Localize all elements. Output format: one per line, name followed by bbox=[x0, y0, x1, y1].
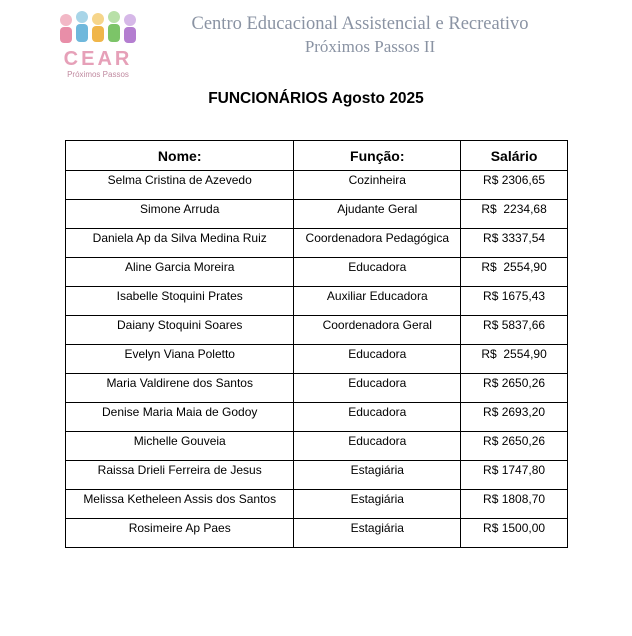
page-title: FUNCIONÁRIOS Agosto 2025 bbox=[208, 90, 424, 107]
table-row bbox=[66, 403, 568, 432]
employee-name: Aline Garcia Moreira bbox=[66, 258, 294, 287]
employee-role: Coordenadora Pedagógica bbox=[294, 229, 461, 258]
table-row bbox=[66, 519, 568, 548]
table-row bbox=[66, 258, 568, 287]
cear-logo bbox=[52, 8, 144, 80]
table-row bbox=[66, 171, 568, 200]
employee-salary: R$ 2650,26 bbox=[461, 374, 568, 403]
employee-role: Educadora bbox=[294, 374, 461, 403]
employee-role: Estagiária bbox=[294, 490, 461, 519]
employee-name: Evelyn Viana Poletto bbox=[66, 345, 294, 374]
employee-name: Daiany Stoquini Soares bbox=[66, 316, 294, 345]
table-row bbox=[66, 490, 568, 519]
employee-salary: R$ 5837,66 bbox=[461, 316, 568, 345]
header-role: Função: bbox=[294, 141, 461, 171]
employee-name: Raissa Drieli Ferreira de Jesus bbox=[66, 461, 294, 490]
employees-table bbox=[65, 140, 568, 548]
org-name: Centro Educacional Assistencial e Recreativo bbox=[191, 14, 529, 34]
employee-name: Denise Maria Maia de Godoy bbox=[66, 403, 294, 432]
employee-name: Michelle Gouveia bbox=[66, 432, 294, 461]
employee-name: Isabelle Stoquini Prates bbox=[66, 287, 294, 316]
employee-salary: R$ 1675,43 bbox=[461, 287, 568, 316]
employee-salary: R$ 2306,65 bbox=[461, 171, 568, 200]
table-row bbox=[66, 345, 568, 374]
employee-role: Educadora bbox=[294, 258, 461, 287]
table-row bbox=[66, 432, 568, 461]
employee-role: Estagiária bbox=[294, 461, 461, 490]
employee-role: Educadora bbox=[294, 345, 461, 374]
employee-name: Maria Valdirene dos Santos bbox=[66, 374, 294, 403]
svg-text:CEAR: CEAR bbox=[63, 48, 133, 70]
table-row bbox=[66, 287, 568, 316]
employee-salary: R$ 3337,54 bbox=[461, 229, 568, 258]
employee-name: Melissa Ketheleen Assis dos Santos bbox=[66, 490, 294, 519]
employee-salary: R$ 2234,68 bbox=[461, 200, 568, 229]
header-name: Nome: bbox=[66, 141, 294, 171]
employee-role: Coordenadora Geral bbox=[294, 316, 461, 345]
employee-salary: R$ 2554,90 bbox=[461, 345, 568, 374]
table-row bbox=[66, 374, 568, 403]
org-subname: Próximos Passos II bbox=[304, 37, 436, 56]
employee-role: Educadora bbox=[294, 403, 461, 432]
employee-salary: R$ 1500,00 bbox=[461, 519, 568, 548]
employee-role: Auxiliar Educadora bbox=[294, 287, 461, 316]
table-row bbox=[66, 461, 568, 490]
employee-salary: R$ 2554,90 bbox=[461, 258, 568, 287]
table-row bbox=[66, 316, 568, 345]
employee-salary: R$ 1747,80 bbox=[461, 461, 568, 490]
table-row bbox=[66, 200, 568, 229]
table-header-row bbox=[66, 141, 568, 171]
header-salary: Salário bbox=[461, 141, 568, 171]
employee-name: Selma Cristina de Azevedo bbox=[66, 171, 294, 200]
employee-name: Simone Arruda bbox=[66, 200, 294, 229]
employee-role: Estagiária bbox=[294, 519, 461, 548]
svg-text:Próximos Passos: Próximos Passos bbox=[67, 70, 129, 79]
employee-role: Ajudante Geral bbox=[294, 200, 461, 229]
employee-role: Educadora bbox=[294, 432, 461, 461]
employee-salary: R$ 2650,26 bbox=[461, 432, 568, 461]
employee-salary: R$ 2693,20 bbox=[461, 403, 568, 432]
employee-role: Cozinheira bbox=[294, 171, 461, 200]
table-row bbox=[66, 229, 568, 258]
employee-name: Rosimeire Ap Paes bbox=[66, 519, 294, 548]
employee-salary: R$ 1808,70 bbox=[461, 490, 568, 519]
employee-name: Daniela Ap da Silva Medina Ruiz bbox=[66, 229, 294, 258]
